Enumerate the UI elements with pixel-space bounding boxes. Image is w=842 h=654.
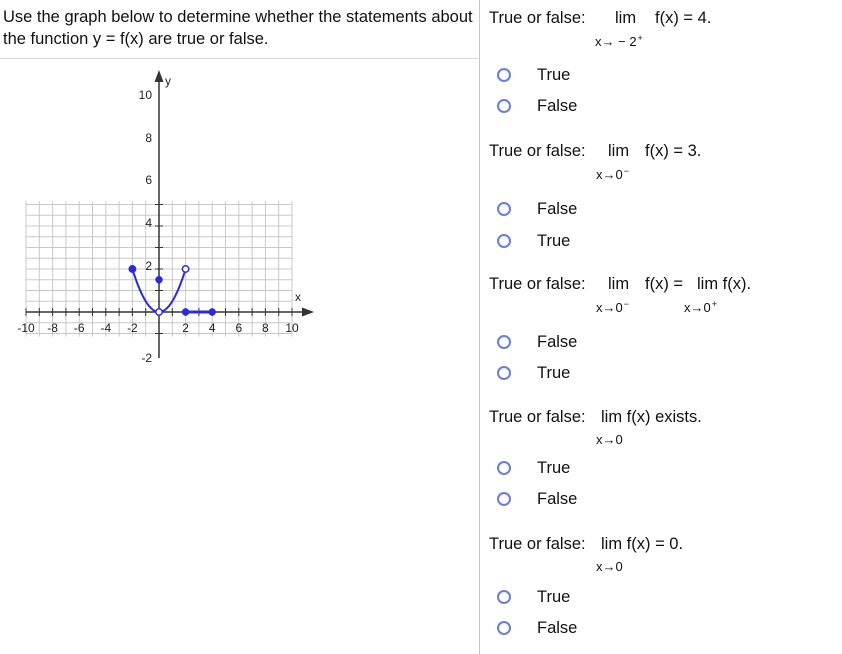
limit-subscript: x→0 (596, 559, 623, 574)
question-4 (489, 403, 834, 508)
questions-panel (480, 0, 842, 654)
y-tick-label: 6 (145, 173, 152, 187)
limit-subscript-right: x→0+ (684, 299, 717, 315)
question-prefix: True or false: (489, 275, 586, 293)
radio-button[interactable] (497, 99, 511, 113)
option-label: True (537, 231, 571, 250)
option-label: True (537, 458, 571, 477)
option-false[interactable] (497, 616, 577, 640)
option-label: False (537, 199, 578, 218)
option-false[interactable] (497, 330, 577, 354)
limit-operator: lim (615, 9, 637, 27)
x-tick-label: 2 (182, 321, 189, 335)
radio-button[interactable] (497, 335, 511, 349)
x-axis-arrow-icon (302, 308, 314, 317)
limit-subscript: x→0− (596, 166, 629, 182)
radio-button[interactable] (497, 202, 511, 216)
y-tick-label: 10 (138, 88, 152, 102)
segment-start-point (182, 309, 188, 315)
x-tick-label: -6 (73, 321, 85, 335)
y-tick-label: 8 (145, 131, 152, 145)
option-true[interactable] (497, 229, 570, 253)
limit-expression: lim f(x) exists. (601, 408, 702, 426)
question-prefix: True or false: (489, 142, 586, 160)
question-3 (489, 270, 834, 382)
closed-point (129, 266, 135, 272)
y-tick-label: 4 (145, 216, 152, 230)
segment-end-point (209, 309, 215, 315)
question-prefix: True or false: (489, 535, 586, 553)
limit-expression: f(x) = (645, 275, 684, 293)
radio-button[interactable] (497, 366, 511, 380)
instructions-text: Use the graph below to determine whether the statements about the function y = f(x) are true or false. (3, 8, 473, 48)
limit-subscript: x→ − 2+ (595, 33, 643, 49)
x-tick-label: 6 (235, 321, 243, 335)
radio-button[interactable] (497, 492, 511, 506)
x-tick-label: 10 (285, 321, 299, 335)
radio-button[interactable] (497, 68, 511, 82)
open-point (182, 266, 188, 272)
limit-subscript: x→0 (596, 432, 623, 447)
y-axis-arrow-icon (155, 70, 164, 82)
option-true[interactable] (497, 585, 570, 609)
option-true[interactable] (497, 63, 570, 87)
option-label: False (537, 332, 578, 351)
function-graph (0, 60, 330, 370)
radio-button[interactable] (497, 621, 511, 635)
limit-expression: lim f(x) = 0. (601, 535, 684, 553)
radio-button[interactable] (497, 234, 511, 248)
radio-button[interactable] (497, 590, 511, 604)
radio-button[interactable] (497, 461, 511, 475)
option-label: True (537, 65, 571, 84)
x-tick-label: -4 (100, 321, 112, 335)
option-label: True (537, 363, 571, 382)
x-tick-label: -10 (17, 321, 35, 335)
option-label: False (537, 618, 578, 637)
option-false[interactable] (497, 94, 577, 118)
x-tick-label: 4 (208, 321, 216, 335)
isolated-point (156, 277, 162, 283)
limit-expression: f(x) = 4. (655, 9, 712, 27)
question-2 (489, 137, 834, 250)
option-label: True (537, 587, 571, 606)
question-5 (489, 530, 834, 637)
y-tick-label: -2 (141, 351, 152, 365)
limit-operator-right: lim f(x). (697, 275, 752, 293)
option-true[interactable] (497, 456, 570, 480)
y-tick-label: 2 (145, 259, 152, 273)
option-label: False (537, 96, 578, 115)
open-point-origin (156, 309, 162, 315)
question-prefix: True or false: (489, 9, 586, 27)
question-prefix: True or false: (489, 408, 586, 426)
x-tick-label: -8 (47, 321, 58, 335)
option-label: False (537, 489, 578, 508)
limit-expression: f(x) = 3. (645, 142, 702, 160)
x-tick-label: -2 (127, 321, 138, 335)
x-tick-label: 8 (262, 321, 269, 335)
y-axis-label: y (165, 74, 171, 88)
limit-subscript: x→0− (596, 299, 629, 315)
instructions-divider (0, 58, 478, 59)
option-false[interactable] (497, 487, 577, 511)
graph-axes (26, 70, 314, 358)
option-true[interactable] (497, 361, 570, 385)
x-axis-label: x (295, 290, 301, 304)
question-1 (489, 4, 834, 115)
limit-operator: lim (608, 275, 630, 293)
limit-operator: lim (608, 142, 630, 160)
option-false[interactable] (497, 197, 577, 221)
